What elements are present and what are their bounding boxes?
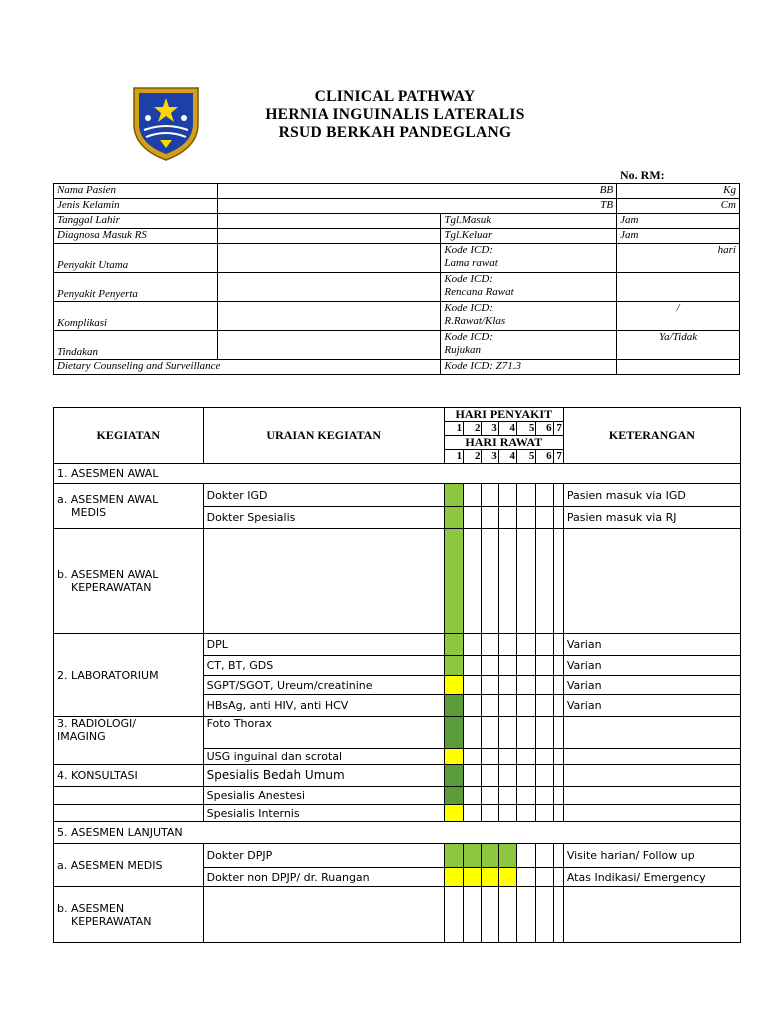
- day-cell[interactable]: [517, 765, 536, 787]
- day-cell[interactable]: [444, 765, 463, 787]
- day-cell[interactable]: [498, 507, 516, 529]
- asesmen-awal-medis-cell: [54, 484, 204, 529]
- day-cell[interactable]: [444, 695, 463, 717]
- asesmen-keperawatan-cell: [54, 887, 204, 943]
- day-cell[interactable]: [553, 634, 563, 656]
- keperawatan-label: KEPERAWATAN: [71, 581, 152, 594]
- header-uraian: URAIAN KEGIATAN: [203, 408, 444, 464]
- keterangan-atas-indikasi: Atas Indikasi/ Emergency: [563, 868, 740, 887]
- tanggal-lahir-value[interactable]: [217, 214, 441, 229]
- day-cell[interactable]: [444, 676, 463, 695]
- day-cell[interactable]: [482, 676, 498, 695]
- day-cell[interactable]: [444, 634, 463, 656]
- hari-rawat-day: 4: [498, 450, 516, 464]
- section-asesmen-awal: 1. ASESMEN AWAL: [54, 464, 741, 484]
- penyakit-utama-value[interactable]: [217, 244, 441, 273]
- tgl-keluar-label: Tgl.Keluar: [441, 229, 617, 244]
- day-cell[interactable]: [517, 676, 536, 695]
- day-cell[interactable]: [517, 805, 536, 822]
- day-cell[interactable]: [536, 887, 553, 943]
- hari-rawat-day: 1: [444, 450, 463, 464]
- hari-penyakit-day: 2: [464, 422, 482, 436]
- usg-inguinal: USG inguinal dan scrotal: [203, 749, 444, 765]
- imaging-label: IMAGING: [57, 730, 106, 743]
- hari-penyakit-day: 4: [498, 422, 516, 436]
- kode-icd-komplikasi-cell: [441, 302, 617, 331]
- slash-label: /: [617, 302, 740, 331]
- day-cell[interactable]: [444, 749, 463, 765]
- tgl-masuk-label: Tgl.Masuk: [441, 214, 617, 229]
- day-cell[interactable]: [498, 868, 516, 887]
- tindakan-value[interactable]: [217, 331, 441, 360]
- keterangan-bedah: [563, 765, 740, 787]
- kode-icd-label: Kode ICD:: [444, 273, 493, 285]
- day-cell[interactable]: [464, 805, 482, 822]
- lab-ct-bt-gds: CT, BT, GDS: [203, 656, 444, 676]
- day-cell[interactable]: [444, 868, 463, 887]
- day-cell[interactable]: [536, 529, 553, 634]
- day-cell[interactable]: [444, 484, 463, 507]
- asesmen-medis-label: a. ASESMEN MEDIS: [54, 844, 204, 887]
- day-cell[interactable]: [498, 484, 516, 507]
- hari-penyakit-day: 6: [536, 422, 553, 436]
- spesialis-internis: Spesialis Internis: [203, 805, 444, 822]
- dokter-igd: Dokter IGD: [203, 484, 444, 507]
- konsultasi-blank: [54, 787, 204, 805]
- kode-icd-label: Kode ICD:: [444, 331, 493, 343]
- day-cell[interactable]: [517, 695, 536, 717]
- day-cell[interactable]: [482, 765, 498, 787]
- day-cell[interactable]: [482, 787, 498, 805]
- day-cell[interactable]: [482, 634, 498, 656]
- dokter-dpjp: Dokter DPJP: [203, 844, 444, 868]
- day-cell[interactable]: [536, 868, 553, 887]
- day-cell[interactable]: [553, 695, 563, 717]
- tanggal-lahir-label: Tanggal Lahir: [54, 214, 218, 229]
- day-cell[interactable]: [536, 695, 553, 717]
- header-hari-rawat: HARI RAWAT: [444, 436, 563, 450]
- jenis-kelamin-label: Jenis Kelamin: [54, 199, 218, 214]
- day-cell[interactable]: [464, 787, 482, 805]
- bb-label: BB: [217, 184, 616, 199]
- hari-penyakit-day: 3: [482, 422, 498, 436]
- medis-label: MEDIS: [71, 506, 107, 519]
- day-cell[interactable]: [498, 695, 516, 717]
- day-cell[interactable]: [553, 844, 563, 868]
- nama-pasien-label: Nama Pasien: [54, 184, 218, 199]
- no-rm-label: No. RM:: [620, 168, 665, 182]
- keterangan-usg: [563, 749, 740, 765]
- day-cell[interactable]: [553, 765, 563, 787]
- day-cell[interactable]: [482, 844, 498, 868]
- day-cell[interactable]: [444, 844, 463, 868]
- jam-masuk-label: Jam: [617, 214, 740, 229]
- kode-icd-dietary-label: Kode ICD: Z71.3: [441, 360, 617, 375]
- day-cell[interactable]: [444, 656, 463, 676]
- day-cell[interactable]: [536, 634, 553, 656]
- diagnosa-value[interactable]: [217, 229, 441, 244]
- day-cell[interactable]: [536, 507, 553, 529]
- day-cell[interactable]: [536, 749, 553, 765]
- day-cell[interactable]: [444, 717, 463, 749]
- diagnosa-label: Diagnosa Masuk RS: [54, 229, 218, 244]
- konsultasi-label: 4. KONSULTASI: [54, 765, 204, 787]
- day-cell[interactable]: [536, 805, 553, 822]
- day-cell[interactable]: [482, 529, 498, 634]
- day-cell[interactable]: [464, 676, 482, 695]
- day-cell[interactable]: [553, 717, 563, 749]
- rencana-rawat-label: Rencana Rawat: [444, 286, 514, 298]
- day-cell[interactable]: [482, 887, 498, 943]
- dietary-label: Dietary Counseling and Surveillance: [54, 360, 441, 375]
- dokter-non-dpjp: Dokter non DPJP/ dr. Ruangan: [203, 868, 444, 887]
- hari-penyakit-day: 5: [517, 422, 536, 436]
- tb-label: TB: [217, 199, 616, 214]
- kg-label: Kg: [617, 184, 740, 199]
- day-cell[interactable]: [482, 805, 498, 822]
- title-line-3: RSUD BERKAH PANDEGLANG: [278, 124, 512, 141]
- day-cell[interactable]: [498, 676, 516, 695]
- keterangan-varian: Varian: [563, 676, 740, 695]
- day-cell[interactable]: [517, 717, 536, 749]
- day-cell[interactable]: [464, 749, 482, 765]
- keterangan-varian: Varian: [563, 656, 740, 676]
- day-cell[interactable]: [444, 507, 463, 529]
- keterangan-rj: Pasien masuk via RJ: [563, 507, 740, 529]
- day-cell[interactable]: [464, 634, 482, 656]
- day-cell[interactable]: [498, 656, 516, 676]
- ya-tidak-label: Ya/Tidak: [617, 331, 740, 360]
- asesmen-keperawatan-label: b. ASESMEN: [57, 901, 125, 915]
- hari-rawat-day: 2: [464, 450, 482, 464]
- keterangan-foto: [563, 717, 740, 749]
- jam-keluar-label: Jam: [617, 229, 740, 244]
- title-line-2: HERNIA INGUINALIS LATERALIS: [265, 106, 525, 123]
- day-cell[interactable]: [517, 787, 536, 805]
- day-cell[interactable]: [536, 765, 553, 787]
- keterangan-keperawatan-lanjutan: [563, 887, 740, 943]
- day-cell[interactable]: [498, 717, 516, 749]
- lab-sgpt-sgot: SGPT/SGOT, Ureum/creatinine: [203, 676, 444, 695]
- day-cell[interactable]: [553, 507, 563, 529]
- day-cell[interactable]: [482, 695, 498, 717]
- hari-rawat-day: 7: [553, 450, 563, 464]
- konsultasi-blank: [54, 805, 204, 822]
- day-cell[interactable]: [536, 656, 553, 676]
- foto-thorax: Foto Thorax: [203, 717, 444, 749]
- day-cell[interactable]: [517, 634, 536, 656]
- day-cell[interactable]: [536, 484, 553, 507]
- day-cell[interactable]: [482, 656, 498, 676]
- komplikasi-value[interactable]: [217, 302, 441, 331]
- lab-dpl: DPL: [203, 634, 444, 656]
- day-cell[interactable]: [536, 717, 553, 749]
- day-cell[interactable]: [536, 676, 553, 695]
- day-cell[interactable]: [482, 717, 498, 749]
- asesmen-awal-keperawatan-cell: [54, 529, 204, 634]
- day-cell[interactable]: [517, 868, 536, 887]
- day-cell[interactable]: [517, 656, 536, 676]
- day-cell[interactable]: [553, 529, 563, 634]
- cm-label: Cm: [617, 199, 740, 214]
- day-cell[interactable]: [498, 787, 516, 805]
- keperawatan-label: KEPERAWATAN: [71, 914, 152, 928]
- keterangan-varian: Varian: [563, 695, 740, 717]
- patient-info-table: [53, 183, 740, 375]
- hari-penyakit-day: 1: [444, 422, 463, 436]
- day-cell[interactable]: [464, 868, 482, 887]
- title-line-1: CLINICAL PATHWAY: [314, 88, 476, 105]
- ruang-rawat-klas-label: R.Rawat/Klas: [444, 315, 506, 327]
- day-cell[interactable]: [536, 787, 553, 805]
- day-cell[interactable]: [553, 484, 563, 507]
- day-cell[interactable]: [517, 749, 536, 765]
- header-kegiatan: KEGIATAN: [54, 408, 204, 464]
- day-cell[interactable]: [482, 868, 498, 887]
- penyakit-utama-label: Penyakit Utama: [54, 244, 218, 273]
- header-keterangan: KETERANGAN: [563, 408, 740, 464]
- day-cell[interactable]: [553, 887, 563, 943]
- rsud-logo: [130, 82, 202, 162]
- asesmen-awal-keperawatan-label: b. ASESMEN AWAL: [57, 568, 159, 581]
- tindakan-label: Tindakan: [54, 331, 218, 360]
- rencana-rawat-value[interactable]: [617, 273, 740, 302]
- hari-rawat-day: 5: [517, 450, 536, 464]
- header-hari-penyakit: HARI PENYAKIT: [444, 408, 563, 422]
- keterangan-anestesi: [563, 787, 740, 805]
- penyakit-penyerta-value[interactable]: [217, 273, 441, 302]
- kode-icd-utama-cell: [441, 244, 617, 273]
- day-cell[interactable]: [464, 507, 482, 529]
- section-asesmen-lanjutan: 5. ASESMEN LANJUTAN: [54, 822, 741, 844]
- spesialis-bedah: Spesialis Bedah Umum: [203, 765, 444, 787]
- day-cell[interactable]: [464, 844, 482, 868]
- day-cell[interactable]: [553, 805, 563, 822]
- penyakit-penyerta-label: Penyakit Penyerta: [54, 273, 218, 302]
- rujukan-label: Rujukan: [444, 344, 482, 356]
- day-cell[interactable]: [444, 805, 463, 822]
- hari-rawat-day: 6: [536, 450, 553, 464]
- day-cell[interactable]: [444, 787, 463, 805]
- keterangan-varian: Varian: [563, 634, 740, 656]
- day-cell[interactable]: [553, 868, 563, 887]
- uraian-keperawatan: [203, 529, 444, 634]
- komplikasi-label: Komplikasi: [54, 302, 218, 331]
- day-cell[interactable]: [464, 529, 482, 634]
- kode-icd-label: Kode ICD:: [444, 302, 493, 314]
- lama-rawat-label: Lama rawat: [444, 257, 498, 269]
- day-cell[interactable]: [498, 529, 516, 634]
- keterangan-igd: Pasien masuk via IGD: [563, 484, 740, 507]
- lab-hbsag: HBsAg, anti HIV, anti HCV: [203, 695, 444, 717]
- day-cell[interactable]: [498, 805, 516, 822]
- dokter-spesialis: Dokter Spesialis: [203, 507, 444, 529]
- day-cell[interactable]: [464, 484, 482, 507]
- laboratorium-label: 2. LABORATORIUM: [54, 634, 204, 717]
- day-cell[interactable]: [464, 695, 482, 717]
- dietary-value[interactable]: [617, 360, 740, 375]
- kode-icd-penyerta-cell: [441, 273, 617, 302]
- kode-icd-tindakan-cell: [441, 331, 617, 360]
- day-cell[interactable]: [517, 529, 536, 634]
- day-cell[interactable]: [498, 887, 516, 943]
- radiologi-label: 3. RADIOLOGI/: [57, 717, 136, 730]
- day-cell[interactable]: [498, 765, 516, 787]
- day-cell[interactable]: [464, 887, 482, 943]
- day-cell[interactable]: [498, 844, 516, 868]
- day-cell[interactable]: [498, 749, 516, 765]
- day-cell[interactable]: [517, 484, 536, 507]
- kode-icd-label: Kode ICD:: [444, 244, 493, 256]
- day-cell[interactable]: [498, 634, 516, 656]
- pathway-table: [53, 407, 741, 943]
- radiologi-cell: [54, 717, 204, 765]
- hari-label: hari: [617, 244, 740, 273]
- day-cell[interactable]: [553, 656, 563, 676]
- hari-rawat-day: 3: [482, 450, 498, 464]
- day-cell[interactable]: [553, 749, 563, 765]
- day-cell[interactable]: [444, 529, 463, 634]
- day-cell[interactable]: [444, 887, 463, 943]
- keterangan-keperawatan: [563, 529, 740, 634]
- day-cell[interactable]: [482, 749, 498, 765]
- day-cell[interactable]: [517, 844, 536, 868]
- day-cell[interactable]: [482, 507, 498, 529]
- keterangan-visite: Visite harian/ Follow up: [563, 844, 740, 868]
- day-cell[interactable]: [464, 656, 482, 676]
- day-cell[interactable]: [464, 717, 482, 749]
- day-cell[interactable]: [464, 765, 482, 787]
- day-cell[interactable]: [553, 676, 563, 695]
- keterangan-internis: [563, 805, 740, 822]
- day-cell[interactable]: [517, 507, 536, 529]
- asesmen-awal-medis-label: a. ASESMEN AWAL: [57, 493, 159, 506]
- day-cell[interactable]: [536, 844, 553, 868]
- uraian-keperawatan-lanjutan: [203, 887, 444, 943]
- hari-penyakit-day: 7: [553, 422, 563, 436]
- day-cell[interactable]: [517, 887, 536, 943]
- day-cell[interactable]: [553, 787, 563, 805]
- spesialis-anestesi: Spesialis Anestesi: [203, 787, 444, 805]
- day-cell[interactable]: [482, 484, 498, 507]
